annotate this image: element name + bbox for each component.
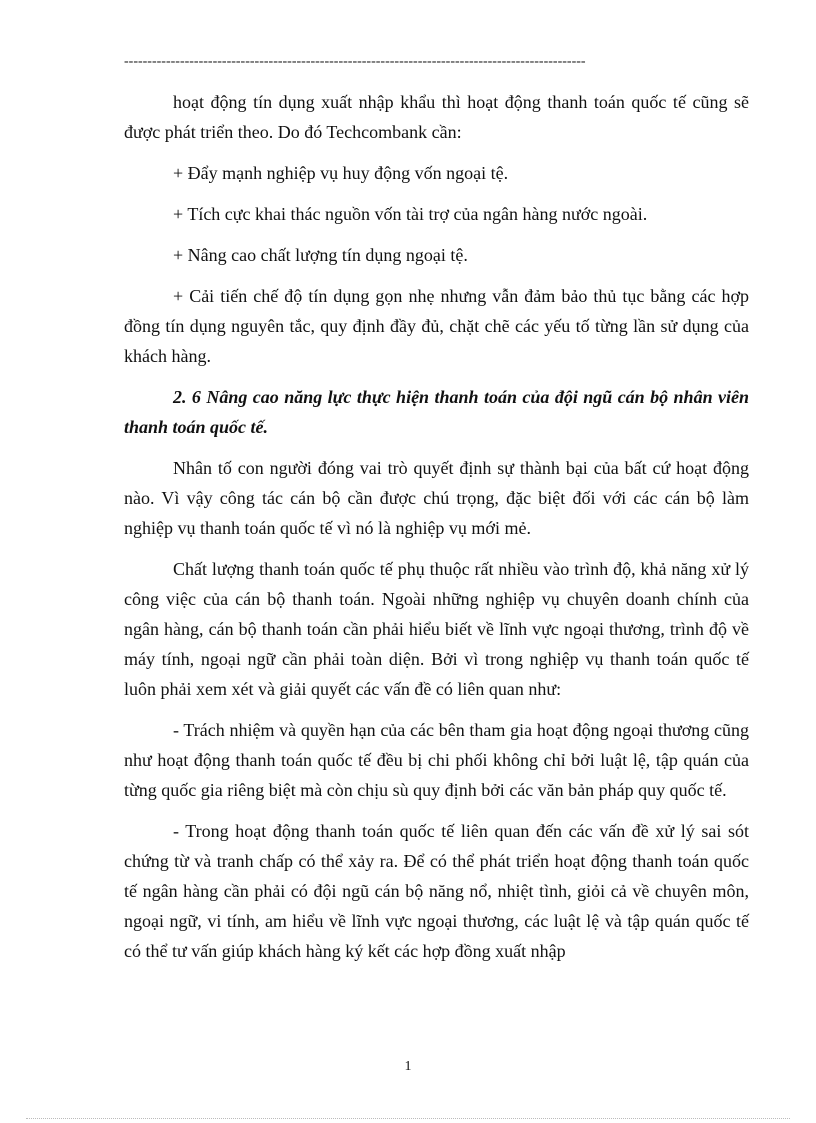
dash-item-1: - Trách nhiệm và quyền hạn của các bên tham gia hoạt động ngoại thương cũng như hoạt động thanh toán quốc tế đều bị chi phối không chỉ bởi luật lệ, tập quán của từng quốc gia riêng biệt mà còn chịu sù quy định bởi các văn bản pháp quy quốc tế. bbox=[124, 720, 749, 800]
page-body bbox=[124, 87, 749, 977]
bullet-item-3: + Nâng cao chất lượng tín dụng ngoại tệ. bbox=[173, 245, 468, 265]
bullet-item-4: + Cải tiến chế độ tín dụng gọn nhẹ nhưng vẫn đảm bảo thủ tục bằng các hợp đồng tín dụng nguyên tắc, quy định đầy đủ, chặt chẽ các yếu tố từng lần sử dụng của khách hàng. bbox=[124, 286, 749, 366]
page-number: 1 bbox=[404, 1059, 412, 1074]
bullet-item-2: + Tích cực khai thác nguồn vốn tài trợ của ngân hàng nước ngoài. bbox=[173, 204, 648, 224]
header-dashed-rule: --------------------------------------------------------------------------------------------------- bbox=[124, 54, 586, 69]
bullet-item-1: + Đẩy mạnh nghiệp vụ huy động vốn ngoại tệ. bbox=[173, 163, 509, 183]
section-heading: 2. 6 Nâng cao năng lực thực hiện thanh toán của đội ngũ cán bộ nhân viên thanh toán quốc tế. bbox=[124, 387, 749, 437]
paragraph-continuation: hoạt động tín dụng xuất nhập khẩu thì hoạt động thanh toán quốc tế cũng sẽ được phát triển theo. Do đó Techcombank cần: bbox=[124, 92, 749, 142]
dash-item-2: - Trong hoạt động thanh toán quốc tế liên quan đến các vấn đề xử lý sai sót chứng từ và tranh chấp có thể xảy ra. Để có thể phát triển hoạt động thanh toán quốc tế ngân hàng cần phải có đội ngũ cán bộ năng nổ, nhiệt tình, giỏi cả về chuyên môn, ngoại ngữ, vi tính, am hiểu về lĩnh vực ngoại thương, các luật lệ và tập quán quốc tế có thể tư vấn giúp khách hàng ký kết các hợp đồng xuất nhập bbox=[124, 821, 749, 961]
paragraph-human-factor: Nhân tố con người đóng vai trò quyết định sự thành bại của bất cứ hoạt động nào. Vì vậy công tác cán bộ cần được chú trọng, đặc biệt đối với các cán bộ làm nghiệp vụ thanh toán quốc tế vì nó là nghiệp vụ mới mẻ. bbox=[124, 458, 749, 538]
page-bottom-border bbox=[26, 1118, 790, 1119]
paragraph-quality: Chất lượng thanh toán quốc tế phụ thuộc rất nhiều vào trình độ, khả năng xử lý công việc của cán bộ thanh toán. Ngoài những nghiệp vụ chuyên doanh chính của ngân hàng, cán bộ thanh toán cần phải hiểu biết về lĩnh vực ngoại thương, trình độ về máy tính, ngoại ngữ cần phải toàn diện. Bởi vì trong nghiệp vụ thanh toán quốc tế luôn phải xem xét và giải quyết các vấn đề có liên quan như: bbox=[124, 559, 749, 699]
